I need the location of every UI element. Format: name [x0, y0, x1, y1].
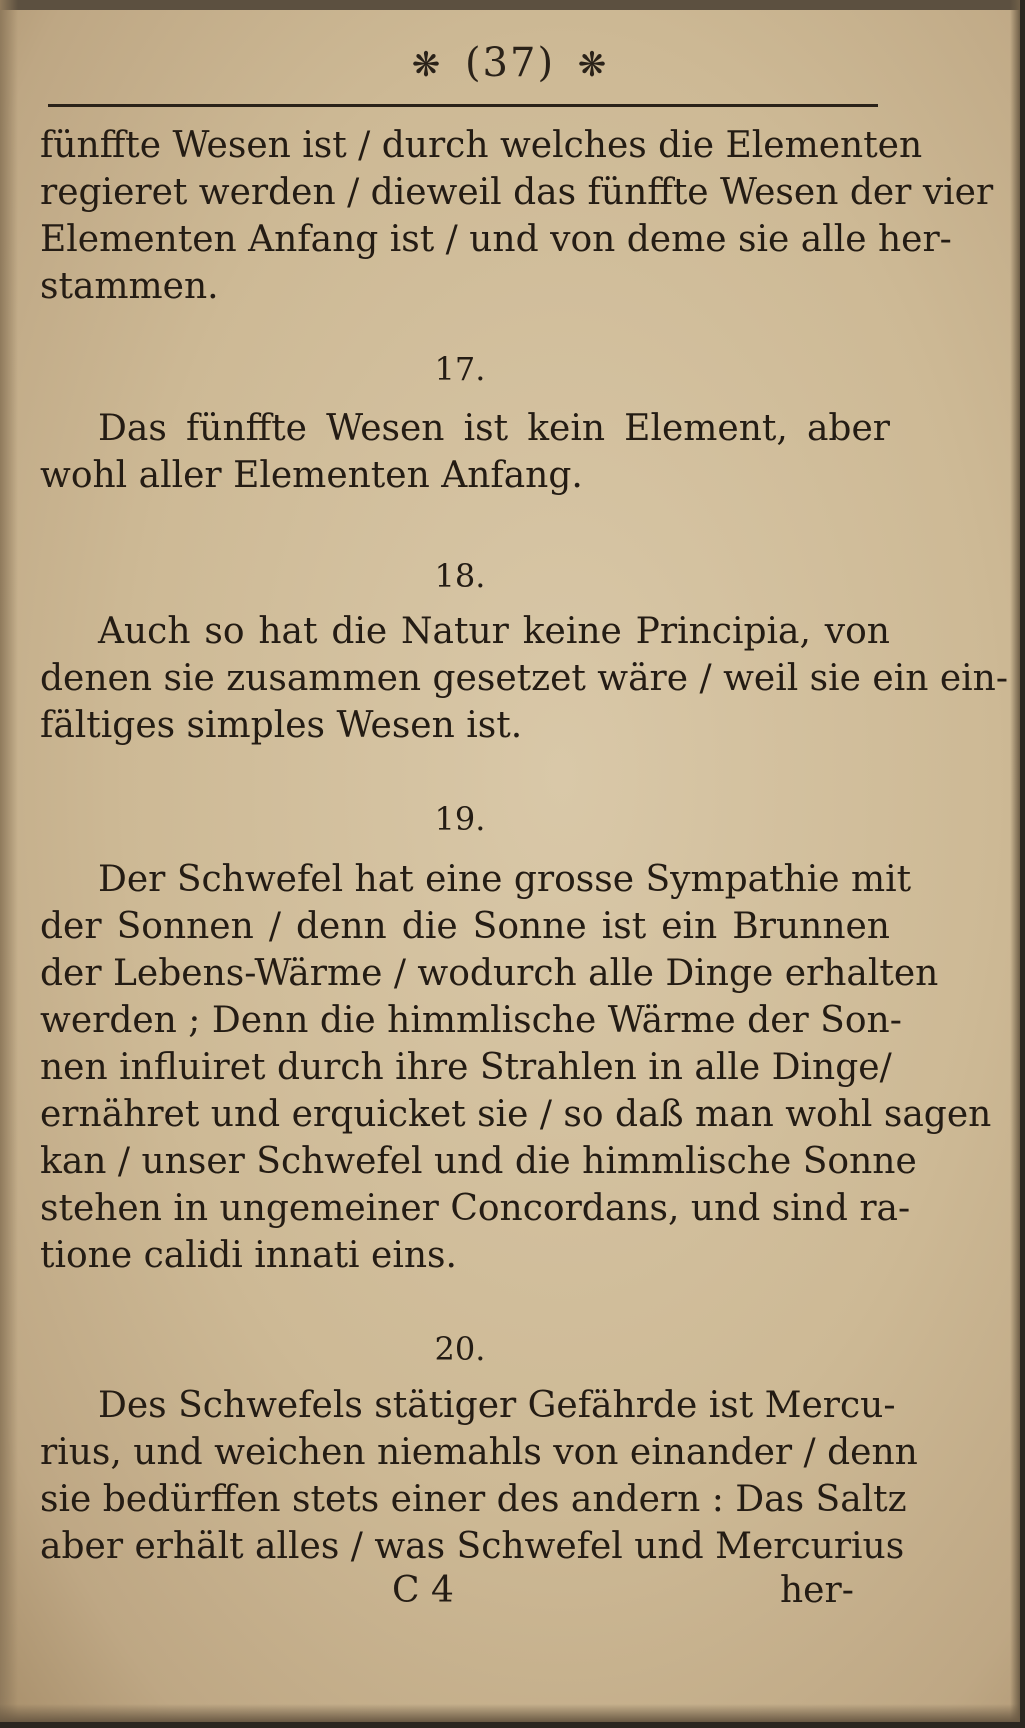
section-number-20: 20.	[434, 1330, 486, 1368]
text-line: Der Schwefel hat eine grosse Sympathie mit	[98, 859, 912, 900]
text-line: rius, und weichen niemahls von einander / denn	[40, 1432, 918, 1473]
page-number: (37)	[464, 40, 556, 86]
page-header	[0, 40, 1020, 86]
right-edge-shadow	[1010, 0, 1020, 1722]
text-line: stehen in ungemeiner Concordans, und sind ra-	[40, 1188, 911, 1229]
text-line: wohl aller Elementen Anfang.	[40, 455, 583, 496]
text-line: Auch so hat die Natur keine Principia, von	[98, 611, 890, 652]
text-line: fünffte Wesen ist / durch welches die Elementen	[40, 125, 923, 166]
text-line: nen influiret durch ihre Strahlen in alle Dinge/	[40, 1047, 892, 1088]
text-line: sie bedürffen stets einer des andern : Das Saltz	[40, 1479, 907, 1520]
paragraph-continuation	[40, 122, 994, 310]
ornament-right-icon: ❋	[577, 45, 609, 85]
section-number-17: 17.	[434, 350, 486, 388]
section-number-19: 19.	[434, 800, 486, 838]
section-number-18: 18.	[434, 557, 486, 595]
ornament-left-icon: ❋	[411, 45, 443, 85]
text-line: regieret werden / dieweil das fünffte Wesen der vier	[40, 172, 994, 213]
text-line: der Sonnen / denn die Sonne ist ein Brunnen	[40, 906, 890, 947]
paragraph-18	[40, 608, 1009, 749]
catchword: her-	[780, 1570, 854, 1611]
left-edge-shadow	[0, 0, 18, 1722]
text-line: der Lebens-Wärme / wodurch alle Dinge erhalten	[40, 953, 939, 994]
text-line: kan / unser Schwefel und die himmlische Sonne	[40, 1141, 917, 1182]
signature-mark: C 4	[392, 1570, 454, 1611]
text-line: aber erhält alles / was Schwefel und Mercurius	[40, 1526, 905, 1567]
text-line: werden ; Denn die himmlische Wärme der Son-	[40, 1000, 902, 1041]
paragraph-17	[40, 405, 890, 499]
top-edge-shadow	[0, 0, 1020, 10]
text-line: denen sie zusammen gesetzet wäre / weil sie ein ein-	[40, 658, 1009, 699]
text-line: stammen.	[40, 266, 219, 307]
paragraph-20	[40, 1382, 918, 1570]
header-rule	[48, 104, 878, 107]
text-line: ernähret und erquicket sie / so daß man wohl sagen	[40, 1094, 992, 1135]
paragraph-19	[40, 856, 992, 1279]
text-line: Das fünffte Wesen ist kein Element, aber	[98, 408, 890, 449]
text-line: fältiges simples Wesen ist.	[40, 705, 523, 746]
bottom-edge-shadow	[0, 1704, 1020, 1722]
text-line: Des Schwefels stätiger Gefährde ist Mercu-	[98, 1385, 896, 1426]
text-line: Elementen Anfang ist / und von deme sie alle her-	[40, 219, 952, 260]
text-line: tione calidi innati eins.	[40, 1235, 457, 1276]
